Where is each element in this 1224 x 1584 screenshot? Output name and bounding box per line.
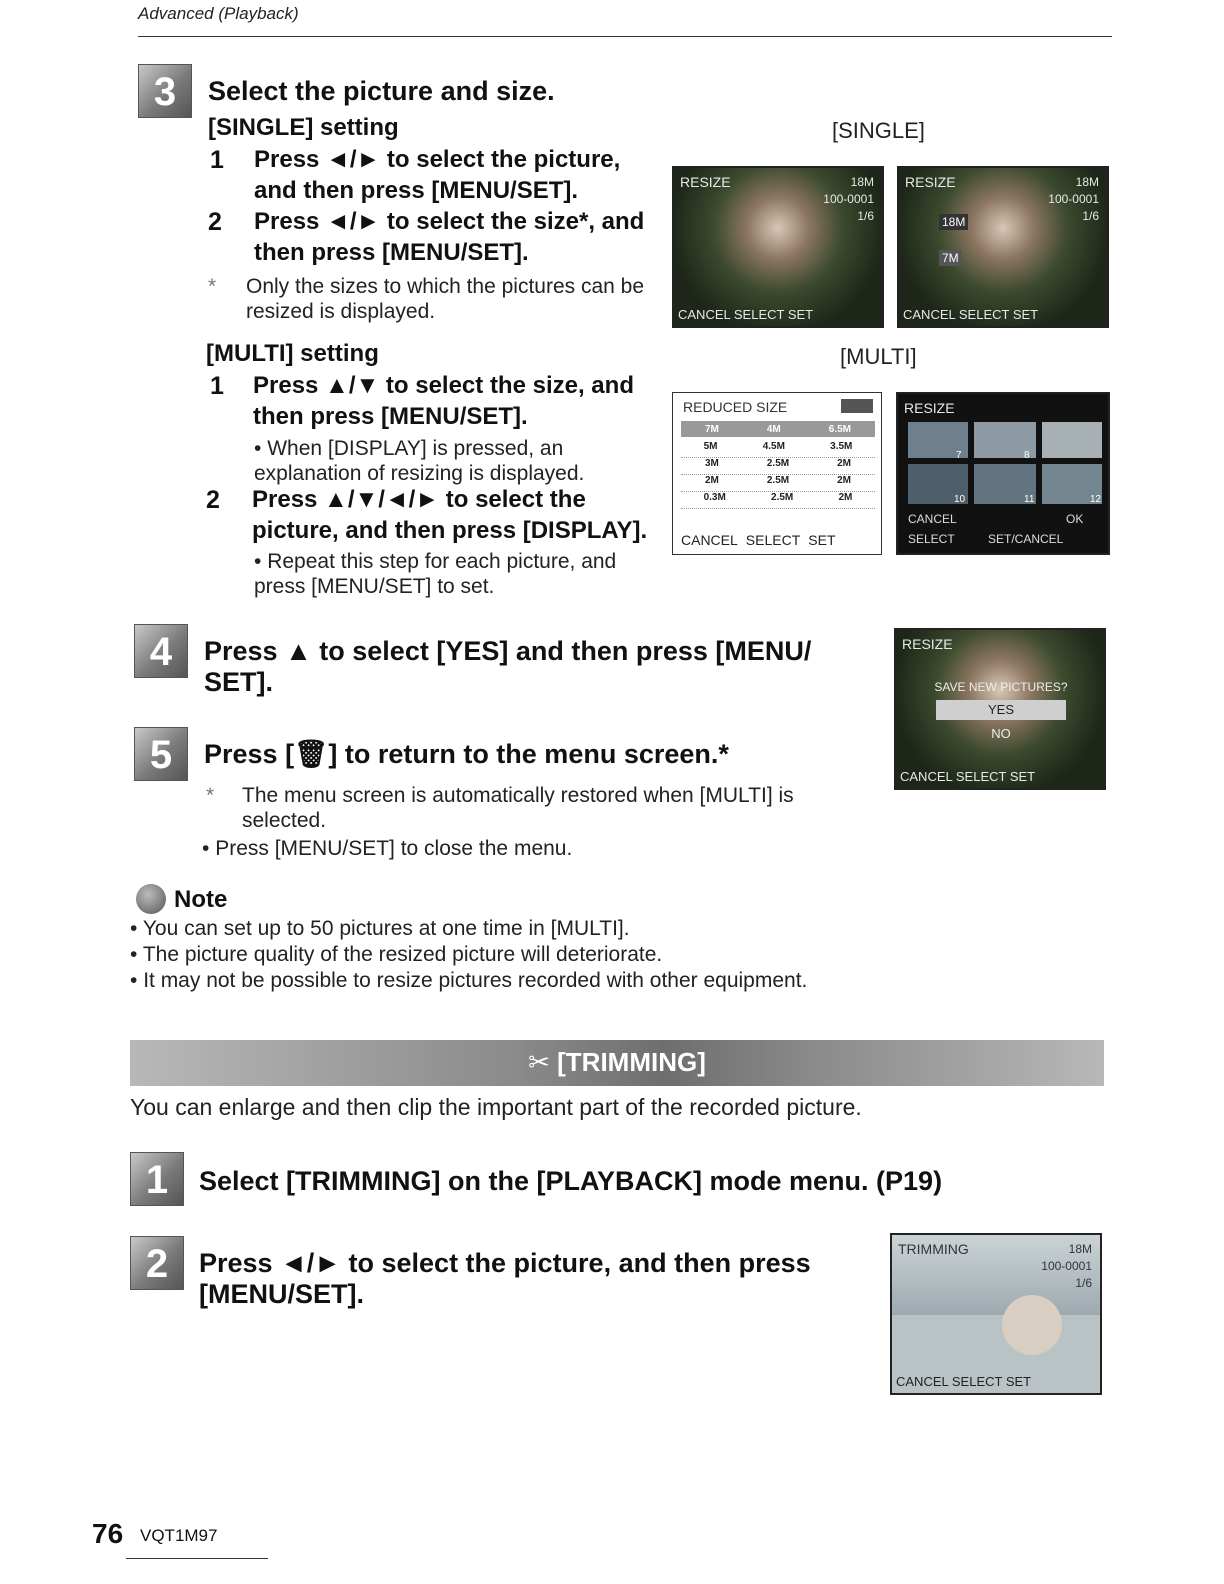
note-item-text: The picture quality of the resized picture will deteriorate. (142, 943, 663, 966)
screen-size: 18M (1075, 175, 1099, 189)
multi-item-2-bullet-text: Repeat this step for each picture, and press [MENU/SET] to set. (254, 550, 617, 598)
table-cell: 2.5M (771, 492, 794, 503)
single-footnote-mark: * (208, 275, 217, 298)
no-option: NO (991, 726, 1011, 741)
multi-item-2-number: 2 (206, 486, 220, 514)
thumb-number: 12 (1090, 494, 1102, 505)
thumbnail (1042, 422, 1102, 458)
screen-guide: CANCEL SELECT SET (896, 1374, 1032, 1389)
note-item: • You can set up to 50 pictures at one time in [MULTI]. (130, 917, 630, 940)
screen-info (823, 174, 874, 225)
single-setting-heading: [SINGLE] setting (208, 114, 399, 141)
step-5-bullet-text: Press [MENU/SET] to close the menu. (215, 837, 573, 860)
screen-info (1041, 1241, 1092, 1292)
screen-guide: CANCEL SELECT SET (900, 769, 1036, 784)
guide-select: SELECT (908, 532, 955, 546)
footer-divider (126, 1558, 268, 1559)
note-item: • It may not be possible to resize pictures recorded with other equipment. (130, 969, 808, 992)
step-3-title: Select the picture and size. (208, 76, 555, 106)
single-item-1-number: 1 (210, 146, 224, 174)
step-3-badge: 3 (138, 64, 192, 118)
step-5-title: Press [🗑] to return to the menu screen.* (204, 739, 729, 769)
table-cell: 2.5M (766, 475, 790, 486)
header-cell: 4M (766, 423, 781, 435)
multi-item-1-number: 1 (210, 372, 224, 400)
screen-file-number: 100-0001 (1048, 192, 1099, 206)
note-item-text: You can set up to 50 pictures at one time in [MULTI]. (142, 917, 630, 940)
step-4-title: Press ▲ to select [YES] and then press [MENU/ SET]. (204, 636, 812, 697)
note-item: • The picture quality of the resized picture will deteriorate. (130, 943, 663, 966)
screen-file-number: 100-0001 (1041, 1259, 1092, 1273)
multi-item-1-bullet-text: When [DISPLAY] is pressed, an explanation of resizing is displayed. (254, 437, 585, 485)
size-table (681, 441, 875, 509)
table-cell: 3.5M (830, 441, 853, 452)
screen-guide: CANCEL SELECT SET (903, 307, 1039, 322)
screen-guide: CANCEL SELECT SET (678, 307, 814, 322)
table-cell: 2M (837, 475, 851, 486)
single-screen-a (672, 166, 884, 328)
thumb-number: 10 (954, 494, 966, 505)
screen-count: 1/6 (1075, 1276, 1092, 1290)
guide-set-cancel: SET/CANCEL (988, 532, 1064, 546)
screen-file-number: 100-0001 (823, 192, 874, 206)
document-code: VQT1M97 (140, 1526, 218, 1545)
screen-count: 1/6 (1082, 209, 1099, 223)
guide-set: SET (808, 532, 836, 548)
table-cell: 2M (704, 475, 719, 486)
screen-info (1048, 174, 1099, 225)
header-cell: 7M (704, 423, 719, 435)
single-item-2-number: 2 (208, 208, 222, 236)
screen-title: RESIZE (680, 174, 731, 190)
reduced-size-screen (672, 392, 882, 555)
page-number: 76 (92, 1518, 124, 1549)
step-5-footnote: The menu screen is automatically restored when [MULTI] is selected. (242, 784, 794, 832)
confirm-question: SAVE NEW PICTURES? (934, 680, 1068, 694)
table-row (681, 458, 875, 475)
single-screen-b (897, 166, 1109, 328)
screen-count: 1/6 (857, 209, 874, 223)
step-4-badge: 4 (134, 624, 188, 678)
screen-title: RESIZE (904, 400, 955, 416)
thumb-number: 11 (1024, 494, 1035, 505)
table-cell: 5M (703, 441, 718, 452)
thumb-number: 8 (1024, 450, 1030, 461)
multi-item-1-bullet: • When [DISPLAY] is pressed, an explanation of resizing is displayed. (254, 437, 585, 485)
info-icon (841, 399, 873, 413)
table-cell: 2.5M (766, 458, 790, 469)
table-row (681, 475, 875, 492)
trimming-screen (890, 1233, 1102, 1395)
screen-title: RESIZE (902, 636, 953, 652)
confirm-screen (894, 628, 1106, 790)
table-cell: 3M (704, 458, 719, 469)
table-row (681, 492, 875, 509)
multi-item-2-bullet: • Repeat this step for each picture, and press [MENU/SET] to set. (254, 550, 617, 598)
guide-select: SELECT (745, 532, 801, 548)
yes-option: YES (936, 700, 1066, 720)
table-cell: 4.5M (762, 441, 785, 452)
table-cell: 2M (838, 492, 853, 503)
single-item-2-text: Press ◄/► to select the size*, and then press [MENU/SET]. (254, 208, 645, 266)
guide-ok: OK (1066, 512, 1084, 526)
single-label: [SINGLE] (832, 118, 925, 143)
guide-cancel: CANCEL (908, 512, 957, 526)
thumb-number: 7 (956, 450, 962, 461)
table-cell: 0.3M (703, 492, 726, 503)
note-icon (136, 884, 166, 914)
screen-title: TRIMMING (898, 1241, 969, 1257)
header-divider (138, 36, 1112, 37)
trimming-step-2-title: Press ◄/► to select the picture, and then press [MENU/SET]. (199, 1248, 811, 1309)
reduced-size-title: REDUCED SIZE (683, 399, 788, 415)
screen-title: RESIZE (905, 174, 956, 190)
multi-label: [MULTI] (840, 344, 917, 369)
trimming-step-1-title: Select [TRIMMING] on the [PLAYBACK] mode menu. (P19) (199, 1166, 943, 1196)
step-5-badge: 5 (134, 727, 188, 781)
size-option-18m: 18M (939, 214, 968, 230)
multi-item-1-text: Press ▲/▼ to select the size, and then press [MENU/SET]. (253, 372, 634, 430)
single-item-1-text: Press ◄/► to select the picture, and then press [MENU/SET]. (254, 146, 621, 204)
multi-setting-heading: [MULTI] setting (206, 340, 379, 367)
guide-cancel: CANCEL (681, 532, 738, 548)
trimming-step-1-badge: 1 (130, 1152, 184, 1206)
table-row (681, 441, 875, 458)
photo-ball (1002, 1295, 1062, 1355)
multi-thumbnail-screen (896, 392, 1110, 555)
note-item-text: It may not be possible to resize pictures recorded with other equipment. (143, 969, 808, 992)
screen-size: 18M (850, 175, 874, 189)
trimming-step-2-badge: 2 (130, 1236, 184, 1290)
step-5-bullet: • Press [MENU/SET] to close the menu. (202, 837, 573, 860)
step-5-footnote-mark: * (206, 784, 215, 807)
trimming-banner: ✂ [TRIMMING] (130, 1040, 1104, 1086)
size-option-7m: 7M (939, 250, 962, 266)
note-title: Note (174, 886, 228, 913)
size-header-row (681, 421, 875, 437)
header-cell: 6.5M (828, 423, 851, 435)
screen-size: 18M (1068, 1242, 1092, 1256)
table-cell: 2M (837, 458, 851, 469)
trimming-intro: You can enlarge and then clip the important part of the recorded picture. (130, 1094, 862, 1120)
table-guide (681, 532, 875, 548)
multi-item-2-text: Press ▲/▼/◄/► to select the picture, and then press [DISPLAY]. (252, 486, 648, 544)
section-header: Advanced (Playback) (138, 4, 299, 23)
single-footnote: Only the sizes to which the pictures can be resized is displayed. (246, 275, 645, 323)
